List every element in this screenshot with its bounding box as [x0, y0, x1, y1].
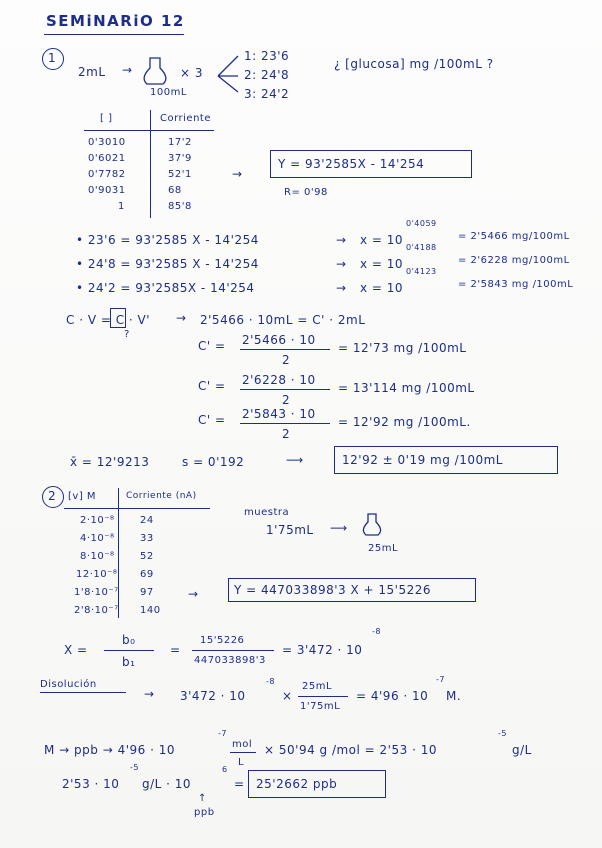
table2-vline: [118, 488, 119, 618]
cv-unknown-box: [110, 308, 126, 328]
x-frac-num: b₀: [122, 633, 136, 647]
fraction-bar: [230, 752, 256, 753]
fraction-bar: [240, 389, 330, 390]
fraction-bar: [298, 696, 348, 697]
c-row-1-den: 2: [282, 353, 291, 367]
c-row-3-result: = 12'92 mg /100mL.: [338, 415, 471, 429]
table1-conc-0: 0'3010: [88, 137, 126, 148]
table1-curr-2: 52'1: [168, 169, 192, 180]
table1-conc-3: 0'9031: [88, 185, 126, 196]
calc-row-1-result: = 2'5466 mg/100mL: [458, 231, 570, 242]
table2-conc-5: 2'8·10⁻⁷: [74, 605, 119, 616]
dilution-lhs: 3'472 · 10: [180, 689, 246, 703]
table2-conc-2: 8·10⁻⁸: [80, 551, 115, 562]
final-result: 25'2662 ppb: [256, 777, 338, 791]
table1-conc-4: 1: [118, 201, 125, 212]
final-lhs-exp: -5: [130, 763, 139, 772]
dilution-frac-num: 25mL: [302, 681, 333, 692]
c-row-2-result: = 13'114 mg /100mL: [338, 381, 475, 395]
table2-conc-4: 1'8·10⁻⁷: [74, 587, 119, 598]
equals-sign: =: [170, 643, 181, 657]
exercise-2-number: 2: [48, 489, 57, 503]
sample-volume: 1'75mL: [266, 523, 314, 537]
calc-row-1-lhs: • 23'6 = 93'2585 X - 14'254: [76, 233, 259, 247]
c-row-1-num: 2'5466 · 10: [242, 333, 316, 347]
dilution-frac-den: 1'75mL: [300, 701, 341, 712]
dilution-unit: M.: [446, 689, 462, 703]
table1-conc-1: 0'6021: [88, 153, 126, 164]
c-label-3: C' =: [198, 413, 226, 427]
calc-row-3-exp: 0'4123: [406, 267, 437, 276]
arrow-icon: ⟶: [330, 521, 348, 535]
calc-row-2-lhs: • 24'8 = 93'2585 X - 14'254: [76, 257, 259, 271]
arrow-icon: ⟶: [286, 453, 304, 467]
final-mid: g/L · 10: [142, 777, 192, 791]
x-label: X =: [64, 643, 88, 657]
c-row-1-result: = 12'73 mg /100mL: [338, 341, 467, 355]
flask-volume: 100mL: [150, 87, 187, 98]
table2-curr-0: 24: [140, 515, 154, 526]
table2-conc-3: 12·10⁻⁸: [76, 569, 118, 580]
arrow-icon: →: [122, 63, 133, 77]
final-mid-exp: 6: [222, 765, 228, 774]
fraction-bar: [240, 423, 330, 424]
calc-row-3-mid: x = 10: [360, 281, 404, 295]
cv-equation: 2'5466 · 10mL = C' · 2mL: [200, 313, 366, 327]
cv-formula: C · V = C · V': [66, 313, 151, 327]
ppb-mol: mol: [232, 739, 253, 750]
reading-1: 1: 23'6: [244, 49, 290, 63]
sample-label: muestra: [244, 507, 290, 518]
x-den: 447033898'3: [194, 655, 266, 666]
table1-vline: [150, 110, 151, 218]
times-sign: ×: [282, 689, 293, 703]
table2-curr-4: 97: [140, 587, 154, 598]
calc-row-2-exp: 0'4188: [406, 243, 437, 252]
arrow-icon: →: [144, 687, 155, 701]
mean: x̄ = 12'9213: [70, 455, 150, 469]
arrow-icon: →: [232, 167, 243, 181]
table2-header-current: Corriente (nA): [126, 491, 197, 501]
table2-curr-1: 33: [140, 533, 154, 544]
c-row-2-num: 2'6228 · 10: [242, 373, 316, 387]
calc-row-3-result: = 2'5843 mg /100mL: [458, 279, 574, 290]
dilution-volume: 2mL: [78, 65, 106, 79]
result1: 12'92 ± 0'19 mg /100mL: [342, 453, 503, 467]
ppb-lhs-exp: -7: [218, 729, 227, 738]
r-value: R= 0'98: [284, 187, 328, 198]
x-result-exp: -8: [372, 627, 381, 636]
c-label-2: C' =: [198, 379, 226, 393]
calc-row-3-lhs: • 24'2 = 93'2585X - 14'254: [76, 281, 255, 295]
table2-curr-2: 52: [140, 551, 154, 562]
page-title: SEMiNARiO 12: [46, 12, 185, 30]
c-row-2-den: 2: [282, 393, 291, 407]
ppb-L: L: [238, 757, 245, 768]
question: ¿ [glucosa] mg /100mL ?: [334, 57, 494, 71]
table1-header-current: Corriente: [160, 113, 211, 124]
cv-question-mark: ?: [124, 329, 130, 340]
ppb-mid: × 50'94 g /mol = 2'53 · 10: [264, 743, 437, 757]
final-ppb-small: ppb: [194, 807, 215, 818]
table1-conc-2: 0'7782: [88, 169, 126, 180]
table2-conc-1: 4·10⁻⁸: [80, 533, 115, 544]
c-label-1: C' =: [198, 339, 226, 353]
calc-row-2-mid: x = 10: [360, 257, 404, 271]
table1-hline: [84, 130, 214, 131]
regression1-equation: Y = 93'2585X - 14'254: [278, 157, 425, 171]
arrow-icon: →: [336, 281, 347, 295]
regression2-equation: Y = 447033898'3 X + 15'5226: [234, 583, 431, 597]
table1-curr-3: 68: [168, 185, 182, 196]
arrow-icon: →: [336, 233, 347, 247]
ppb-unit: g/L: [512, 743, 532, 757]
calc-row-2-result: = 2'6228 mg/100mL: [458, 255, 570, 266]
table1-curr-0: 17'2: [168, 137, 192, 148]
dilution-underline: [40, 692, 126, 693]
table2-hline: [64, 508, 210, 509]
dilution-result-exp: -7: [436, 675, 445, 684]
table1-header-conc: [ ]: [100, 113, 113, 124]
x-frac-den: b₁: [122, 655, 136, 669]
table2-curr-3: 69: [140, 569, 154, 580]
arrow-icon: →: [336, 257, 347, 271]
reading-3: 3: 24'2: [244, 87, 290, 101]
table2-curr-5: 140: [140, 605, 161, 616]
c-row-3-den: 2: [282, 427, 291, 441]
exercise-1-number: 1: [48, 51, 57, 65]
reading-2: 2: 24'8: [244, 68, 290, 82]
table2-header-conc: [v] M: [68, 491, 97, 502]
ppb-lhs: M → ppb → 4'96 · 10: [44, 743, 175, 757]
times-three: × 3: [180, 66, 204, 80]
fraction-bar: [104, 650, 154, 651]
c-row-3-num: 2'5843 · 10: [242, 407, 316, 421]
dilution-result: = 4'96 · 10: [356, 689, 429, 703]
fraction-bar: [192, 650, 274, 651]
ppb-mid-exp: -5: [498, 729, 507, 738]
x-result: = 3'472 · 10: [282, 643, 363, 657]
standard-deviation: s = 0'192: [182, 455, 245, 469]
equals-sign: =: [234, 777, 245, 791]
dilution-label: Disolución: [40, 679, 97, 690]
flask2-volume: 25mL: [368, 543, 399, 554]
calc-row-1-mid: x = 10: [360, 233, 404, 247]
arrow-icon: →: [188, 587, 199, 601]
dilution-lhs-exp: -8: [266, 677, 275, 686]
table1-curr-1: 37'9: [168, 153, 192, 164]
x-num: 15'5226: [200, 635, 245, 646]
table2-conc-0: 2·10⁻⁸: [80, 515, 115, 526]
table1-curr-4: 85'8: [168, 201, 192, 212]
arrow-icon: →: [176, 311, 187, 325]
fraction-bar: [240, 349, 330, 350]
calc-row-1-exp: 0'4059: [406, 219, 437, 228]
final-arrow-up-icon: ↑: [198, 793, 207, 804]
final-lhs: 2'53 · 10: [62, 777, 120, 791]
